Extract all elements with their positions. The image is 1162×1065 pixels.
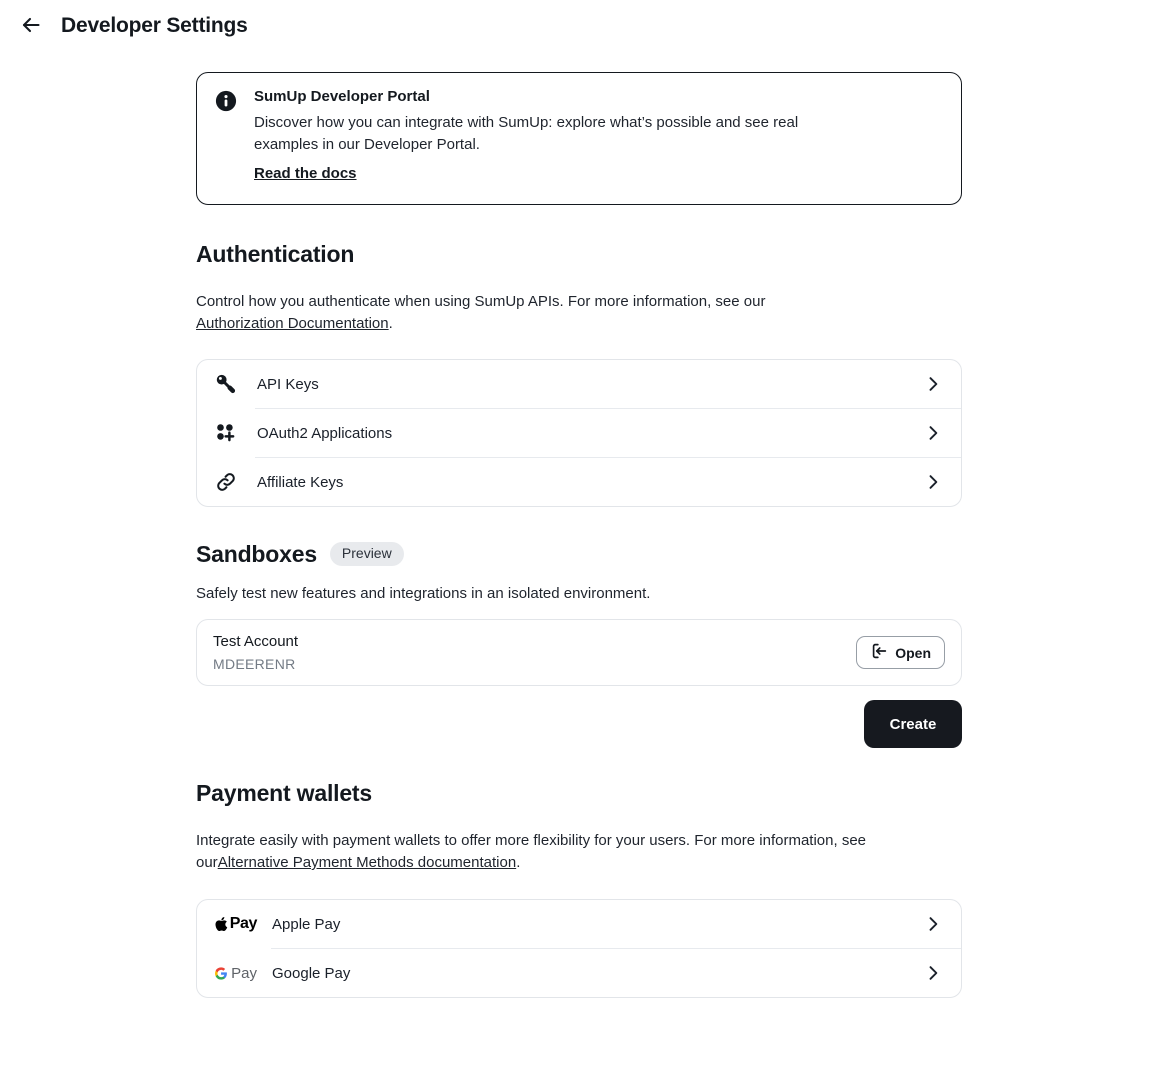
notice-body bbox=[254, 88, 866, 183]
arrow-left-icon bbox=[19, 13, 43, 40]
api-keys-label: API Keys bbox=[257, 375, 319, 393]
authentication-description: Control how you authenticate when using SumUp APIs. For more information, see our Authorization Documentation. bbox=[196, 293, 766, 332]
read-the-docs-link[interactable]: Read the docs bbox=[254, 165, 357, 182]
main-content bbox=[196, 72, 962, 998]
apple-pay-row[interactable] bbox=[197, 900, 961, 948]
google-g-icon bbox=[215, 965, 227, 982]
chevron-right-icon bbox=[923, 374, 943, 394]
test-account-card bbox=[196, 619, 962, 686]
open-button-label: Open bbox=[895, 644, 931, 661]
chevron-right-icon bbox=[923, 963, 943, 983]
authentication-card bbox=[196, 359, 962, 507]
affiliate-keys-row[interactable] bbox=[197, 458, 961, 506]
payment-wallets-heading: Payment wallets bbox=[196, 780, 372, 806]
google-pay-logo bbox=[215, 965, 257, 982]
page-header bbox=[0, 0, 1162, 52]
create-row bbox=[196, 700, 962, 748]
page-title: Developer Settings bbox=[61, 14, 248, 37]
chevron-right-icon bbox=[923, 423, 943, 443]
oauth2-applications-row[interactable] bbox=[197, 409, 961, 457]
affiliate-keys-label: Affiliate Keys bbox=[257, 473, 344, 491]
log-in-icon bbox=[870, 642, 888, 663]
authentication-heading: Authentication bbox=[196, 241, 355, 267]
notice-title: SumUp Developer Portal bbox=[254, 88, 430, 105]
create-sandbox-button[interactable]: Create bbox=[864, 700, 962, 748]
link-icon bbox=[215, 471, 237, 493]
open-sandbox-button[interactable] bbox=[856, 636, 945, 669]
authorization-documentation-link[interactable]: Authorization Documentation bbox=[196, 315, 389, 332]
account-name: Test Account bbox=[213, 633, 299, 650]
apps-add-icon bbox=[215, 422, 237, 444]
notice-description: Discover how you can integrate with SumUp: explore what’s possible and see real examples in our Developer Portal. bbox=[254, 114, 799, 153]
apple-pay-logo-text: Pay bbox=[229, 915, 257, 932]
google-pay-logo-text: Pay bbox=[231, 964, 257, 982]
sandboxes-heading: Sandboxes Preview bbox=[196, 539, 962, 569]
alternative-payment-methods-link[interactable]: Alternative Payment Methods documentation bbox=[217, 854, 517, 871]
payment-wallets-card bbox=[196, 899, 962, 998]
api-keys-row[interactable] bbox=[197, 360, 961, 408]
account-info bbox=[213, 633, 298, 672]
back-button[interactable] bbox=[18, 13, 44, 39]
chevron-right-icon bbox=[923, 914, 943, 934]
key-icon bbox=[215, 373, 237, 395]
developer-portal-notice bbox=[196, 72, 962, 205]
info-icon bbox=[215, 90, 237, 112]
apple-pay-label: Apple Pay bbox=[272, 915, 341, 933]
payment-wallets-description: Integrate easily with payment wallets to offer more flexibility for your users. For more information, see ourAlternative Payment Methods documentation. bbox=[196, 832, 866, 871]
apple-pay-logo bbox=[215, 915, 257, 933]
oauth2-applications-label: OAuth2 Applications bbox=[257, 424, 393, 442]
preview-badge: Preview bbox=[330, 542, 404, 566]
sandboxes-description: Safely test new features and integrations in an isolated environment. bbox=[196, 585, 651, 602]
google-pay-row[interactable] bbox=[197, 949, 961, 997]
apple-icon bbox=[215, 916, 228, 932]
chevron-right-icon bbox=[923, 472, 943, 492]
google-pay-label: Google Pay bbox=[272, 964, 351, 982]
account-id: MDEERENR bbox=[213, 656, 296, 672]
